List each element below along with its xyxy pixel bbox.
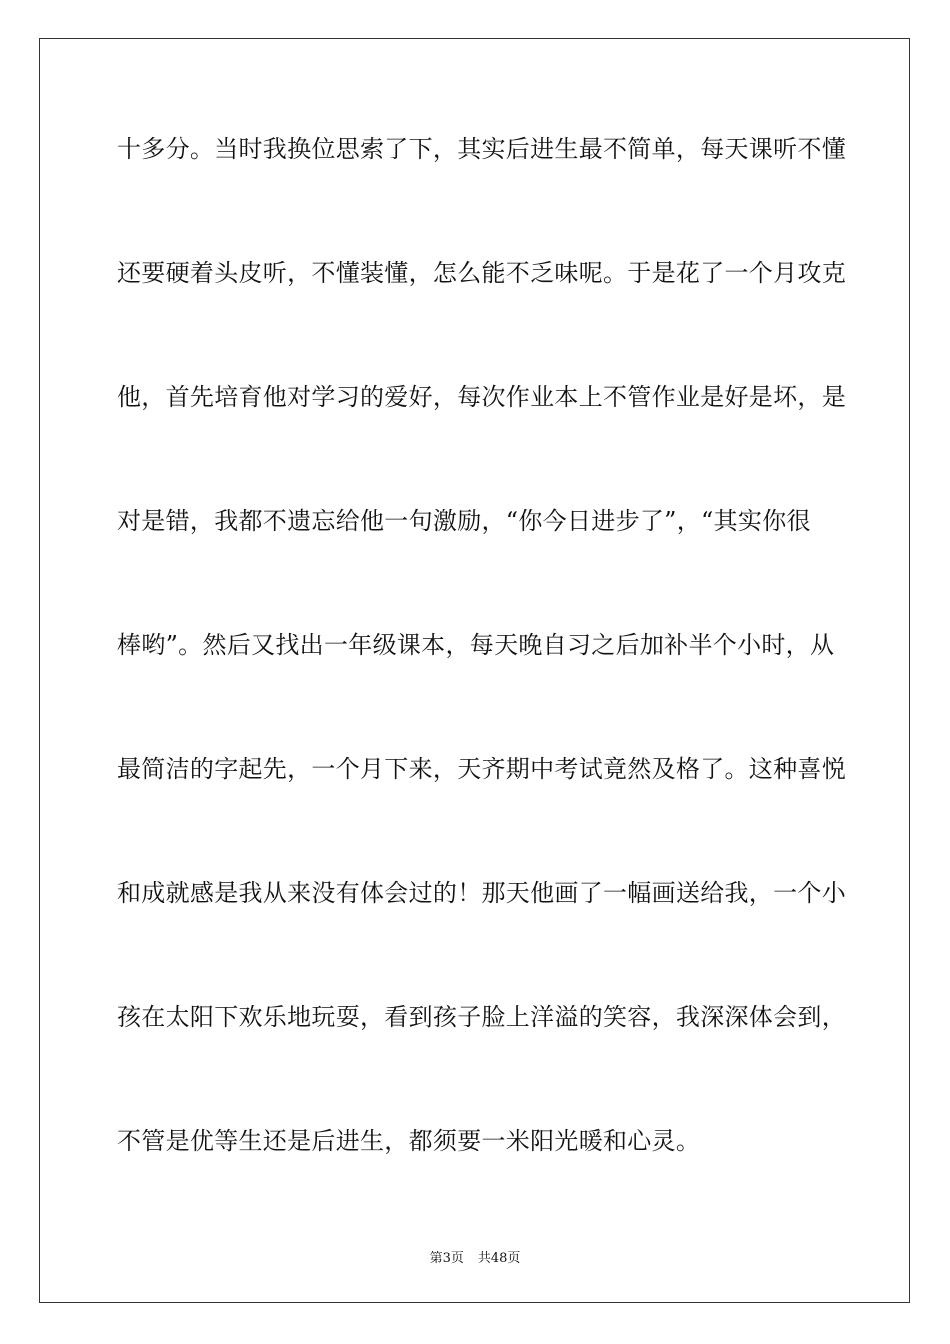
text-line: 和成就感是我从来没有体会过的！那天他画了一幅画送给我，一个小 (117, 879, 846, 907)
document-body (117, 118, 846, 1234)
text-line: 他，首先培育他对学习的爱好，每次作业本上不管作业是好是坏，是 (117, 383, 846, 411)
page-footer (0, 1247, 950, 1266)
total-pages: 共48页 (477, 1251, 521, 1266)
text-line: 最简洁的字起先，一个月下来，天齐期中考试竟然及格了。这种喜悦 (117, 755, 846, 783)
text-line: 不管是优等生还是后进生，都须要一米阳光暖和心灵。 (117, 1127, 701, 1155)
page-number: 第3页 (429, 1251, 464, 1266)
text-line: 棒哟”。然后又找出一年级课本，每天晚自习之后加补半个小时，从 (117, 631, 835, 659)
text-line: 孩在太阳下欢乐地玩耍，看到孩子脸上洋溢的笑容，我深深体会到， (117, 1003, 846, 1031)
text-line: 十多分。当时我换位思索了下，其实后进生最不简单，每天课听不懂 (117, 135, 846, 163)
text-line: 还要硬着头皮听，不懂装懂，怎么能不乏味呢。于是花了一个月攻克 (117, 259, 846, 287)
text-line: 对是错，我都不遗忘给他一句激励，“你今日进步了”，“其实你很 (117, 507, 811, 535)
